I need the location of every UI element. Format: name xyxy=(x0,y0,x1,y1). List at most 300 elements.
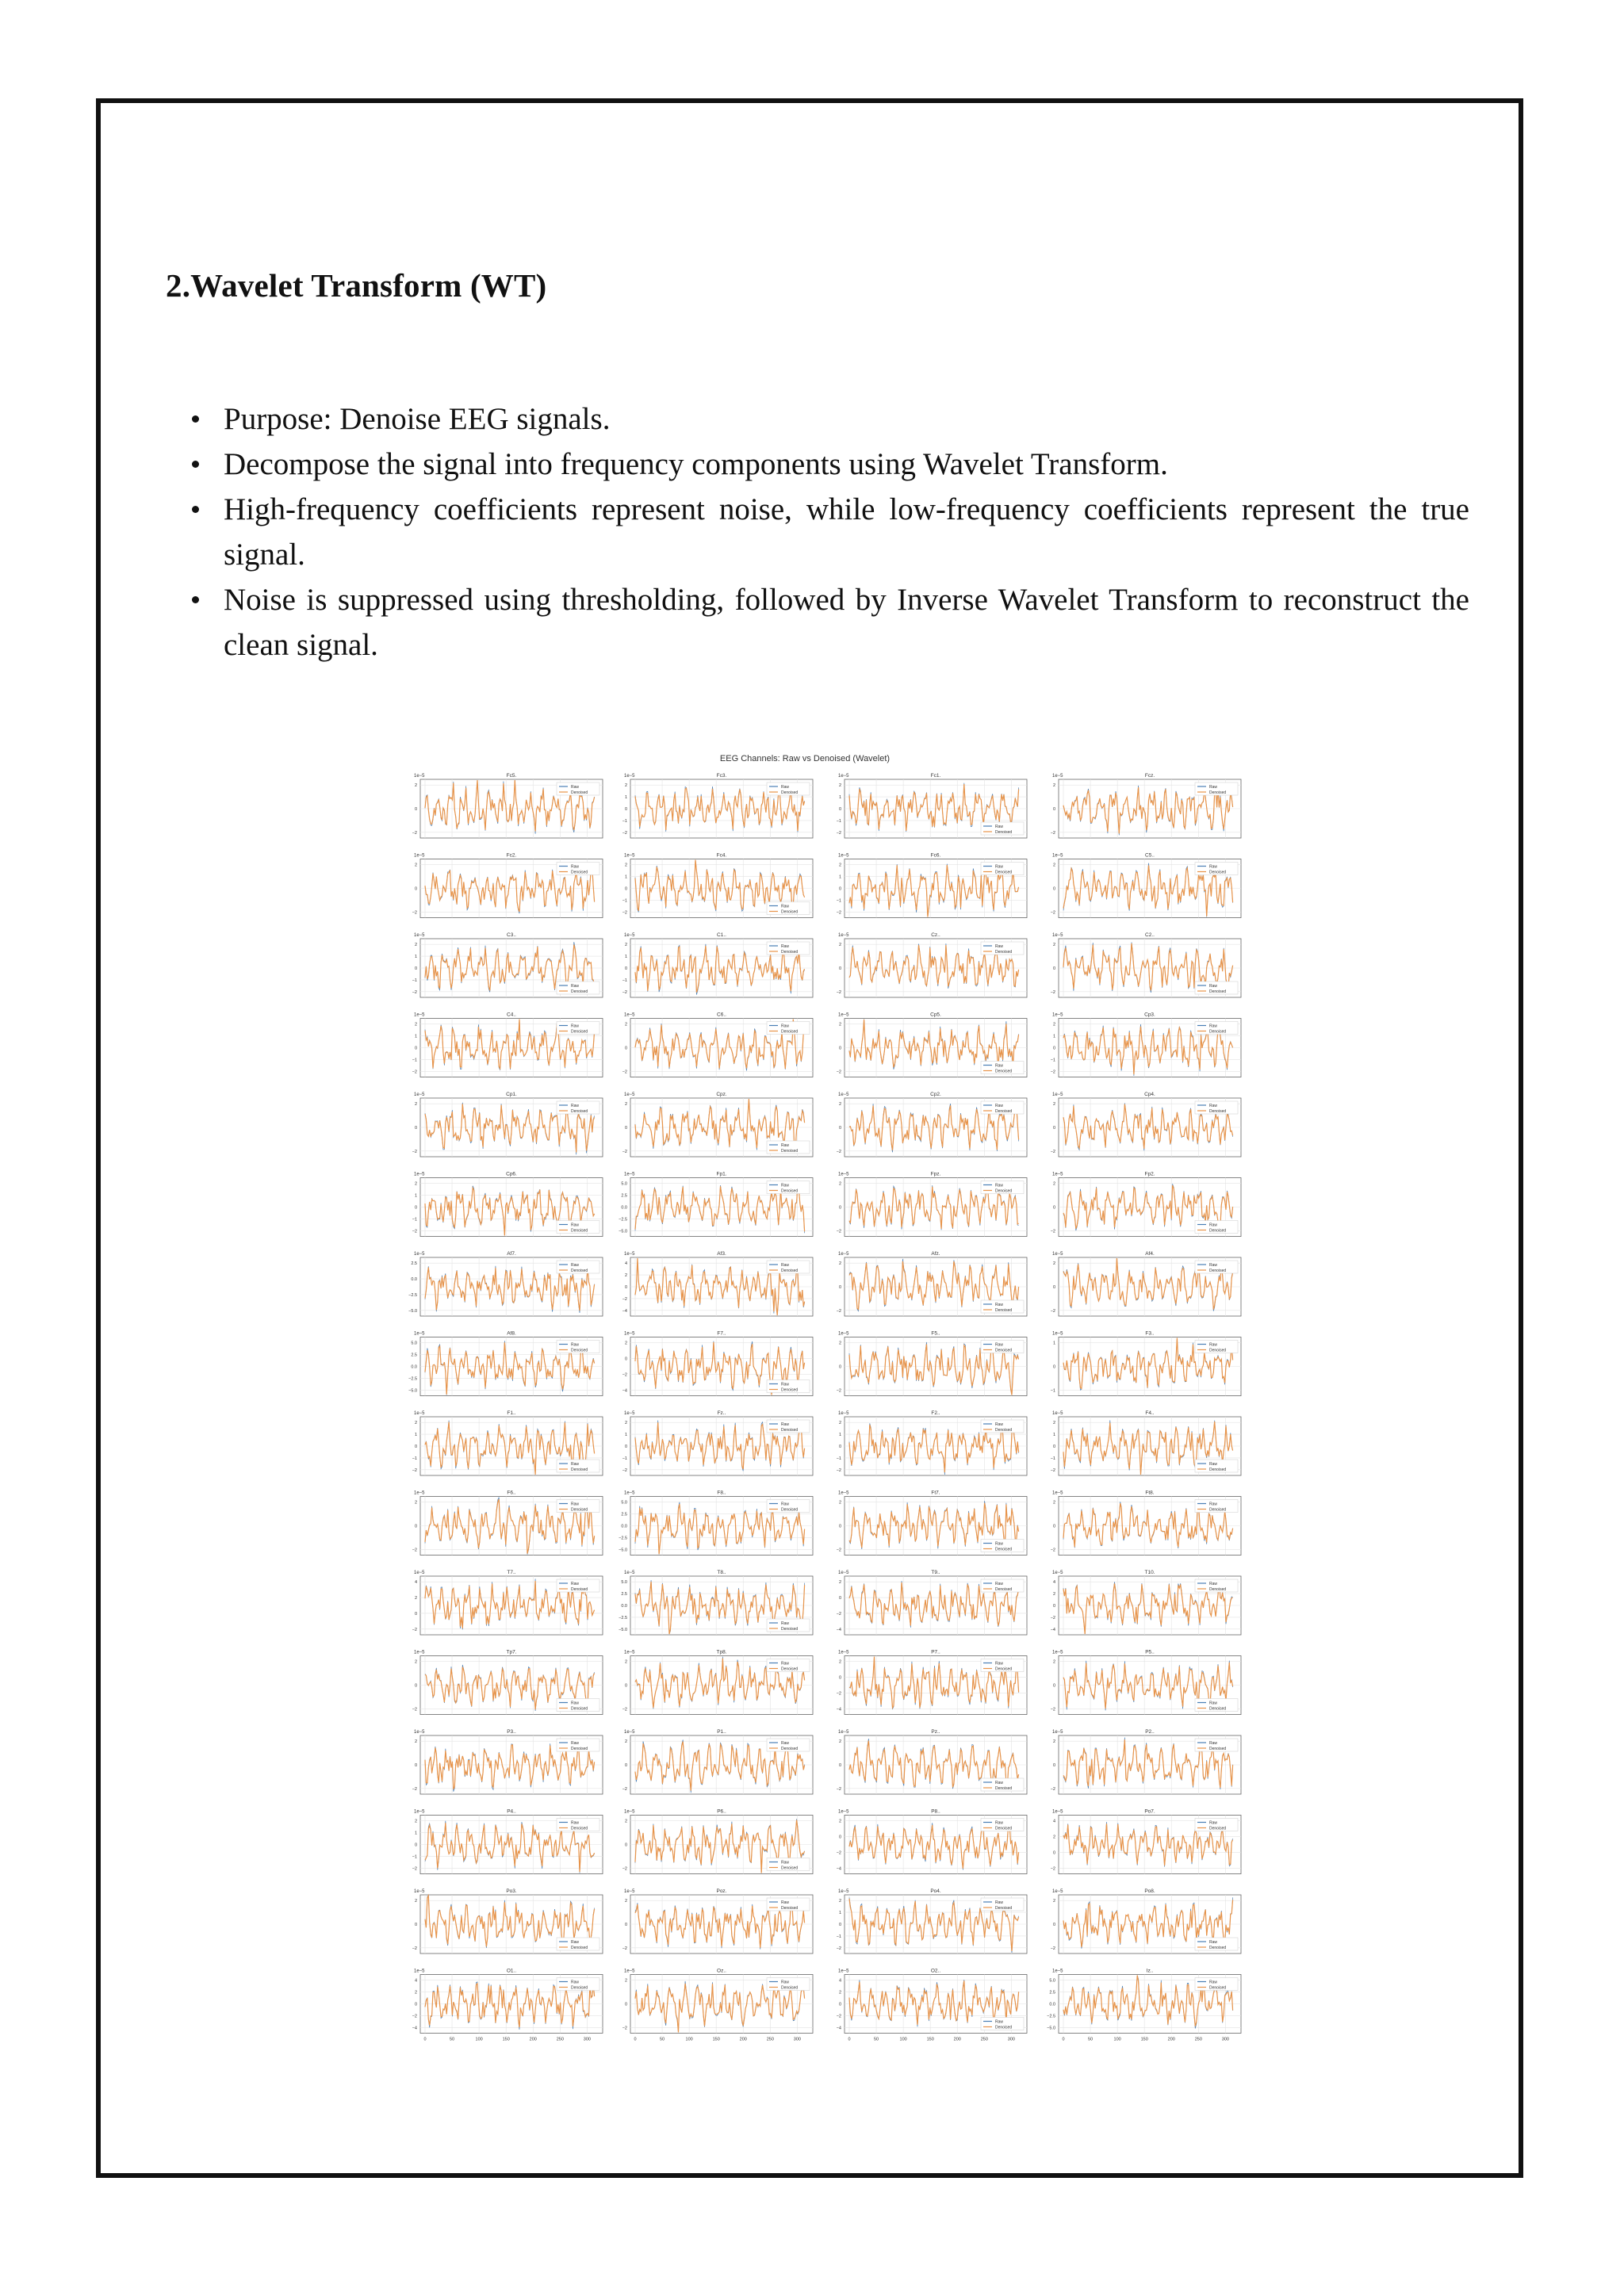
legend-label: Denoised xyxy=(995,1667,1013,1672)
subplot-panel xyxy=(412,1729,603,1794)
scale-label: 1e−5 xyxy=(414,1730,425,1735)
subplot-panel xyxy=(837,773,1027,838)
bullet-dot-icon xyxy=(192,506,199,513)
scale-label: 1e−5 xyxy=(838,853,849,859)
subplot-panel xyxy=(412,1490,603,1556)
x-tick-label: 200 xyxy=(529,2037,537,2042)
y-tick-label: 2 xyxy=(624,1022,627,1027)
subplot-title: Iz.. xyxy=(1146,1968,1154,1974)
subplot-title: Fc1. xyxy=(930,773,941,779)
legend-label: Raw xyxy=(781,1741,790,1746)
subplot-title: P8.. xyxy=(931,1808,940,1815)
subplot-panel xyxy=(1051,1172,1241,1237)
subplot-panel xyxy=(1051,1012,1241,1077)
subplot-title: T9.. xyxy=(931,1570,940,1575)
y-tick-label: 0.0 xyxy=(621,1604,627,1609)
y-tick-label: 0 xyxy=(414,1126,417,1131)
legend-label: Raw xyxy=(995,864,1004,870)
subplot-panel xyxy=(837,1331,1027,1396)
legend-label: Raw xyxy=(781,944,790,949)
y-tick-label: −2 xyxy=(1050,910,1055,916)
y-tick-label: 0.0 xyxy=(411,1364,417,1370)
legend-label: Denoised xyxy=(571,989,588,994)
subplot-panel xyxy=(622,932,813,997)
y-tick-label: −1 xyxy=(1050,1058,1055,1063)
legend-label: Denoised xyxy=(781,1188,799,1194)
y-tick-label: −4 xyxy=(836,1866,841,1872)
y-tick-label: 2.5 xyxy=(621,1512,627,1517)
y-tick-label: 0 xyxy=(624,1046,627,1051)
y-tick-label: 0 xyxy=(624,1923,627,1927)
y-tick-label: −2 xyxy=(412,830,417,836)
subplot-title: Fc3. xyxy=(716,773,727,779)
legend-label: Raw xyxy=(571,1342,580,1348)
subplot-title: T7.. xyxy=(507,1570,516,1575)
legend-label: Denoised xyxy=(571,1109,588,1114)
scale-label: 1e−5 xyxy=(624,1809,635,1815)
legend-label: Raw xyxy=(571,1502,580,1507)
subplot-panel xyxy=(622,1410,813,1475)
y-tick-label: 2 xyxy=(1052,783,1055,789)
x-tick-label: 0 xyxy=(1062,2037,1065,2042)
subplot-panel xyxy=(412,1650,603,1715)
y-tick-label: −2.5 xyxy=(619,1217,627,1223)
legend-label: Denoised xyxy=(995,1109,1013,1114)
y-tick-label: −2 xyxy=(1050,989,1055,995)
y-tick-label: −2 xyxy=(836,1229,841,1234)
y-tick-label: 0 xyxy=(838,1285,841,1290)
y-tick-label: 1 xyxy=(838,1911,841,1916)
scale-label: 1e−5 xyxy=(838,1650,849,1655)
legend-label: Raw xyxy=(1209,1980,1218,1985)
y-tick-label: 2 xyxy=(838,1341,841,1346)
legend-label: Raw xyxy=(781,1900,790,1905)
subplot-panel xyxy=(837,1012,1027,1077)
y-tick-label: 0 xyxy=(838,1524,841,1529)
legend-label: Denoised xyxy=(1209,1985,1227,1991)
subplot-panel xyxy=(622,1969,813,2042)
legend-label: Raw xyxy=(571,1980,580,1985)
y-tick-label: 4 xyxy=(414,1580,417,1586)
subplot-title: Af4. xyxy=(1145,1251,1155,1257)
subplot-title: F4.. xyxy=(1145,1410,1155,1416)
legend-label: Denoised xyxy=(1209,1507,1227,1513)
legend-label: Denoised xyxy=(995,1308,1013,1313)
y-tick-label: −2 xyxy=(1050,1615,1055,1621)
scale-label: 1e−5 xyxy=(1052,1411,1063,1416)
legend-label: Denoised xyxy=(571,1228,588,1234)
subplot-title: Fcz. xyxy=(1144,773,1155,779)
legend-label: Raw xyxy=(781,1621,790,1626)
x-tick-label: 300 xyxy=(1007,2037,1015,2042)
x-tick-label: 150 xyxy=(712,2037,720,2042)
bullet-item xyxy=(182,487,1469,577)
y-tick-label: −2 xyxy=(622,1468,627,1473)
legend-label: Denoised xyxy=(571,1468,588,1472)
legend-label: Raw xyxy=(1209,1342,1218,1348)
y-tick-label: −1 xyxy=(412,978,417,983)
subplot-title: P3.. xyxy=(507,1729,516,1735)
scale-label: 1e−5 xyxy=(1052,933,1063,938)
subplot-title: Fc6. xyxy=(930,852,941,859)
y-tick-label: 2 xyxy=(414,1990,417,1996)
y-tick-label: 1 xyxy=(838,795,841,801)
scale-label: 1e−5 xyxy=(1052,1093,1063,1097)
y-tick-label: 2 xyxy=(1052,1102,1055,1108)
y-tick-label: 0 xyxy=(1052,886,1055,892)
subplot-panel xyxy=(1051,1410,1241,1475)
scale-label: 1e−5 xyxy=(838,1172,849,1177)
y-tick-label: −2 xyxy=(1050,1707,1055,1712)
x-tick-label: 150 xyxy=(1140,2037,1148,2042)
legend-label: Denoised xyxy=(571,1269,588,1273)
y-tick-label: 0 xyxy=(624,966,627,971)
y-tick-label: 0 xyxy=(838,1445,841,1449)
y-tick-label: 4 xyxy=(414,1978,417,1984)
y-tick-label: 0 xyxy=(624,1126,627,1131)
y-tick-label: 2 xyxy=(838,943,841,948)
subplot-panel xyxy=(412,853,603,918)
y-tick-label: 2 xyxy=(1052,1500,1055,1506)
y-tick-label: −2 xyxy=(836,910,841,916)
y-tick-label: −2 xyxy=(412,989,417,995)
y-tick-label: 0 xyxy=(838,1763,841,1768)
y-tick-label: 0 xyxy=(838,966,841,971)
scale-label: 1e−5 xyxy=(838,1490,849,1496)
subplot-title: Poz. xyxy=(716,1888,727,1894)
y-tick-label: 0 xyxy=(414,966,417,971)
scale-label: 1e−5 xyxy=(1052,1969,1063,1974)
y-tick-label: 1 xyxy=(414,1034,417,1039)
scale-label: 1e−5 xyxy=(414,853,425,859)
y-tick-label: −2 xyxy=(836,1468,841,1473)
y-tick-label: 2 xyxy=(414,1899,417,1904)
scale-label: 1e−5 xyxy=(1052,774,1063,779)
y-tick-label: 2.5 xyxy=(621,1193,627,1199)
bullet-dot-icon xyxy=(192,415,199,423)
y-tick-label: −2 xyxy=(622,2026,627,2031)
legend-label: Denoised xyxy=(781,790,799,795)
legend-label: Denoised xyxy=(781,1747,799,1751)
x-tick-label: 100 xyxy=(1113,2037,1121,2042)
legend-label: Denoised xyxy=(781,1866,799,1871)
y-tick-label: −2.5 xyxy=(1047,2014,1055,2019)
legend-label: Raw xyxy=(995,944,1004,949)
subplot-title: Po4. xyxy=(930,1888,941,1894)
y-tick-label: 2 xyxy=(838,1421,841,1426)
legend-label: Denoised xyxy=(995,1786,1013,1791)
legend-label: Denoised xyxy=(571,1507,588,1513)
subplot-title: Po8. xyxy=(1144,1888,1155,1894)
y-tick-label: −2 xyxy=(622,830,627,836)
subplot-panel xyxy=(622,1251,813,1316)
subplot-title: C4.. xyxy=(507,1012,516,1018)
bullet-list xyxy=(182,396,1469,668)
subplot-panel xyxy=(837,1650,1027,1715)
x-tick-label: 250 xyxy=(1194,2037,1202,2042)
y-tick-label: 0.0 xyxy=(411,1277,417,1283)
legend-label: Raw xyxy=(995,1183,1004,1188)
y-tick-label: 2 xyxy=(1052,1592,1055,1598)
y-tick-label: −2 xyxy=(836,1388,841,1394)
y-tick-label: −2 xyxy=(412,1149,417,1154)
y-tick-label: −5.0 xyxy=(619,1627,627,1632)
legend-label: Denoised xyxy=(995,1348,1013,1353)
legend-label: Denoised xyxy=(781,1985,799,1991)
y-tick-label: 0 xyxy=(838,1205,841,1211)
scale-label: 1e−5 xyxy=(1052,1012,1063,1018)
legend-label: Denoised xyxy=(571,1029,588,1035)
legend-label: Denoised xyxy=(571,1826,588,1831)
x-tick-label: 0 xyxy=(634,2037,637,2042)
legend-label: Denoised xyxy=(1209,1348,1227,1353)
legend-label: Denoised xyxy=(571,870,588,875)
legend-label: Denoised xyxy=(1209,870,1227,875)
y-tick-label: −1 xyxy=(622,898,627,904)
legend-label: Raw xyxy=(781,1860,790,1866)
subplot-panel xyxy=(622,853,813,918)
x-tick-label: 150 xyxy=(502,2037,510,2042)
bullet-item xyxy=(182,396,1469,442)
y-tick-label: 0 xyxy=(1052,1445,1055,1449)
y-tick-label: −2 xyxy=(836,1070,841,1075)
y-tick-label: 2 xyxy=(838,1899,841,1904)
subplot-panel xyxy=(837,1092,1027,1157)
y-tick-label: 2.5 xyxy=(411,1353,417,1358)
y-tick-label: 0 xyxy=(414,1763,417,1768)
legend-label: Raw xyxy=(781,1143,790,1148)
scale-label: 1e−5 xyxy=(624,1650,635,1655)
y-tick-label: 4 xyxy=(1052,1580,1055,1586)
subplot-panel xyxy=(1051,1092,1241,1157)
scale-label: 1e−5 xyxy=(414,1172,425,1177)
legend-label: Denoised xyxy=(571,1985,588,1991)
subplot-title: C2.. xyxy=(1145,932,1155,938)
y-tick-label: 2 xyxy=(838,1261,841,1267)
y-tick-label: 2 xyxy=(1052,1421,1055,1426)
bullet-text: Purpose: Denoise EEG signals. xyxy=(224,402,611,436)
y-tick-label: 4 xyxy=(624,1261,627,1267)
subplot-panel xyxy=(837,1570,1027,1635)
x-tick-label: 150 xyxy=(926,2037,934,2042)
subplot-title: T10. xyxy=(1144,1570,1155,1575)
scale-label: 1e−5 xyxy=(624,1411,635,1416)
y-tick-label: −1 xyxy=(836,1456,841,1461)
legend-label: Denoised xyxy=(781,1387,799,1393)
y-tick-label: −2 xyxy=(836,1691,841,1697)
subplot-panel xyxy=(412,1888,603,1954)
subplot-title: P5.. xyxy=(1145,1649,1155,1655)
y-tick-label: 2 xyxy=(1052,1181,1055,1187)
legend-label: Raw xyxy=(1209,1462,1218,1467)
subplot-title: Po7. xyxy=(1144,1808,1155,1815)
bullet-item xyxy=(182,577,1469,668)
y-tick-label: 0 xyxy=(1052,1524,1055,1529)
legend-label: Raw xyxy=(781,1980,790,1985)
legend-label: Raw xyxy=(571,864,580,870)
subplot-panel xyxy=(622,1012,813,1077)
y-tick-label: 2 xyxy=(414,1500,417,1506)
y-tick-label: −2.5 xyxy=(408,1292,417,1298)
scale-label: 1e−5 xyxy=(1052,1331,1063,1337)
legend-label: Raw xyxy=(571,984,580,989)
legend-label: Raw xyxy=(995,825,1004,829)
legend-label: Raw xyxy=(1209,864,1218,870)
legend-label: Raw xyxy=(1209,1024,1218,1029)
subplot-title: Tp8. xyxy=(716,1649,727,1655)
scale-label: 1e−5 xyxy=(414,1252,425,1257)
legend-label: Raw xyxy=(995,1781,1004,1785)
legend-label: Raw xyxy=(1209,1820,1218,1826)
scale-label: 1e−5 xyxy=(838,933,849,938)
legend-label: Raw xyxy=(571,1024,580,1029)
scale-label: 1e−5 xyxy=(414,1411,425,1416)
subplot-panel xyxy=(622,773,813,838)
scale-label: 1e−5 xyxy=(838,1093,849,1097)
legend-label: Raw xyxy=(995,1303,1004,1307)
x-tick-label: 300 xyxy=(583,2037,591,2042)
legend-label: Raw xyxy=(995,1582,1004,1586)
y-tick-label: −2 xyxy=(412,910,417,916)
legend-label: Raw xyxy=(1209,1263,1218,1268)
legend-label: Raw xyxy=(995,1342,1004,1348)
y-tick-label: 0 xyxy=(1052,1364,1055,1370)
y-tick-label: 0 xyxy=(624,807,627,812)
y-tick-label: 0 xyxy=(1052,1205,1055,1211)
legend-label: Raw xyxy=(781,1502,790,1507)
y-tick-label: 2 xyxy=(1052,1739,1055,1745)
y-tick-label: −5.0 xyxy=(1047,2026,1055,2031)
subplot-panel xyxy=(1051,773,1241,838)
subplot-panel xyxy=(1051,932,1241,997)
y-tick-label: −2 xyxy=(412,1866,417,1872)
legend-label: Raw xyxy=(1209,1940,1218,1945)
subplot-title: Cpz. xyxy=(716,1092,727,1097)
y-tick-label: 2 xyxy=(624,1341,627,1346)
y-tick-label: 2 xyxy=(1052,1261,1055,1267)
x-tick-label: 50 xyxy=(450,2037,455,2042)
bullet-text: Noise is suppressed using thresholding, followed by Inverse Wavelet Transform to reconstruct the clean signal. xyxy=(224,583,1469,662)
y-tick-label: 2 xyxy=(1052,1022,1055,1027)
legend-label: Raw xyxy=(571,1741,580,1746)
y-tick-label: 2 xyxy=(838,1659,841,1665)
subplot-panel xyxy=(622,1092,813,1157)
x-tick-label: 100 xyxy=(899,2037,907,2042)
scale-label: 1e−5 xyxy=(838,774,849,779)
legend-label: Raw xyxy=(571,785,580,790)
y-tick-label: 1 xyxy=(1052,1034,1055,1039)
subplot-title: Afz. xyxy=(931,1251,940,1257)
subplot-title: Fz.. xyxy=(717,1410,726,1416)
subplot-panel xyxy=(622,1888,813,1954)
legend-label: Denoised xyxy=(571,1706,588,1712)
x-tick-label: 250 xyxy=(980,2037,988,2042)
y-tick-label: 0 xyxy=(1052,1850,1055,1856)
y-tick-label: −2 xyxy=(622,1149,627,1154)
legend-label: Raw xyxy=(995,1900,1004,1905)
subplot-title: Pz.. xyxy=(931,1729,940,1735)
subplot-title: P4.. xyxy=(507,1808,516,1815)
legend-label: Denoised xyxy=(1209,1946,1227,1950)
y-tick-label: −5.0 xyxy=(408,1388,417,1394)
y-tick-label: 0 xyxy=(624,1445,627,1449)
y-tick-label: −2 xyxy=(1050,1786,1055,1792)
y-tick-label: 2 xyxy=(624,1102,627,1108)
legend-label: Raw xyxy=(995,1541,1004,1547)
legend-label: Raw xyxy=(781,1382,790,1387)
y-tick-label: −2 xyxy=(412,1946,417,1951)
subplot-title: Po3. xyxy=(506,1888,517,1894)
subplot-title: C3.. xyxy=(507,932,516,938)
y-tick-label: −2 xyxy=(412,1468,417,1473)
legend-label: Raw xyxy=(1209,1223,1218,1228)
y-tick-label: 0 xyxy=(414,1205,417,1211)
y-tick-label: 2 xyxy=(624,1659,627,1665)
scale-label: 1e−5 xyxy=(624,774,635,779)
subplot-panel xyxy=(837,932,1027,997)
subplot-title: Fp2. xyxy=(1144,1171,1155,1177)
y-tick-label: 5.0 xyxy=(411,1341,417,1346)
y-tick-label: −2 xyxy=(836,1850,841,1856)
subplot-panel xyxy=(622,1729,813,1794)
y-tick-label: −2 xyxy=(622,1946,627,1951)
y-tick-label: 2 xyxy=(414,783,417,789)
x-tick-label: 250 xyxy=(556,2037,564,2042)
x-tick-label: 300 xyxy=(1221,2037,1229,2042)
legend-label: Raw xyxy=(571,1263,580,1268)
y-tick-label: 2 xyxy=(1052,1899,1055,1904)
subplot-title: F7.. xyxy=(717,1330,726,1337)
scale-label: 1e−5 xyxy=(1052,1650,1063,1655)
legend-label: Raw xyxy=(781,1263,790,1268)
y-tick-label: 0 xyxy=(838,1923,841,1927)
scale-label: 1e−5 xyxy=(624,1969,635,1974)
y-tick-label: 1 xyxy=(624,795,627,801)
scale-label: 1e−5 xyxy=(414,1571,425,1575)
y-tick-label: −4 xyxy=(836,1627,841,1632)
legend-label: Denoised xyxy=(1209,1706,1227,1712)
subplot-panel xyxy=(1051,1888,1241,1954)
y-tick-label: 2 xyxy=(624,943,627,948)
y-tick-label: −2 xyxy=(412,2014,417,2019)
y-tick-label: −2 xyxy=(836,1946,841,1951)
y-tick-label: −4 xyxy=(622,1308,627,1314)
legend-label: Raw xyxy=(995,1104,1004,1108)
y-tick-label: 2 xyxy=(414,1739,417,1745)
y-tick-label: −5.0 xyxy=(619,1229,627,1234)
y-tick-label: −2.5 xyxy=(619,1536,627,1541)
y-tick-label: −2.5 xyxy=(408,1376,417,1382)
legend-label: Raw xyxy=(995,1820,1004,1826)
y-tick-label: −2 xyxy=(412,1627,417,1632)
y-tick-label: −2 xyxy=(412,1707,417,1712)
y-tick-label: −2 xyxy=(622,910,627,916)
y-tick-label: −1 xyxy=(622,1456,627,1461)
y-tick-label: 0 xyxy=(414,1046,417,1051)
bullet-item xyxy=(182,442,1469,487)
subplot-title: Fc2. xyxy=(506,852,517,859)
subplot-title: F1.. xyxy=(507,1410,516,1416)
legend-label: Denoised xyxy=(781,950,799,955)
y-tick-label: 2 xyxy=(838,863,841,868)
subplot-panel xyxy=(408,1331,603,1396)
x-tick-label: 250 xyxy=(766,2037,774,2042)
y-tick-label: 0 xyxy=(624,1357,627,1362)
scale-label: 1e−5 xyxy=(838,1331,849,1337)
scale-label: 1e−5 xyxy=(624,1490,635,1496)
y-tick-label: 2 xyxy=(414,1596,417,1601)
y-tick-label: 0 xyxy=(414,2002,417,2007)
